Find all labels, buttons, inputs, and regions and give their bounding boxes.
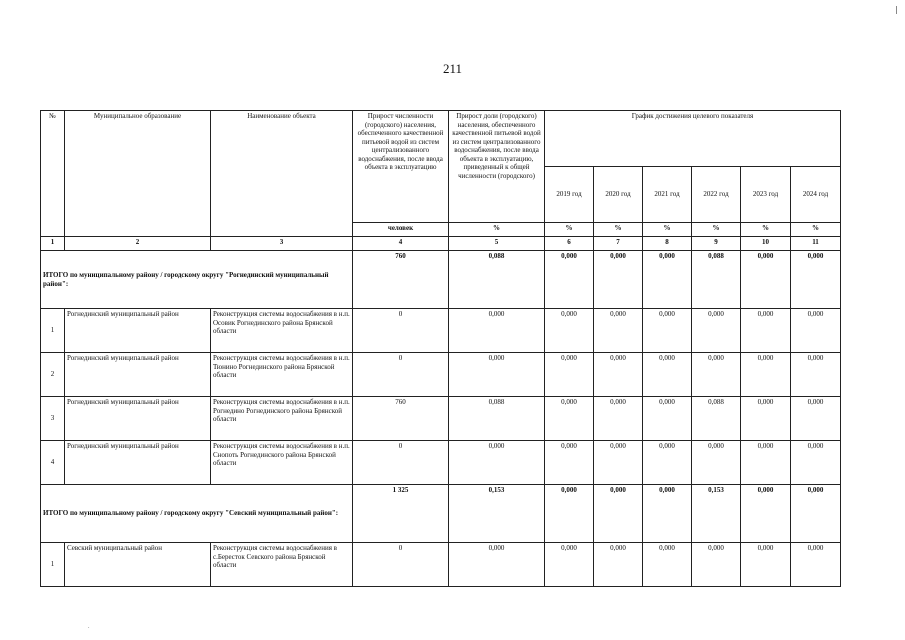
row-object: Реконструкция системы водоснабжения в н.п. Снопоть Рогнединского района Брянской области xyxy=(211,441,353,485)
group-total-year-value: 0,000 xyxy=(594,485,643,543)
row-people: 0 xyxy=(353,543,449,587)
row-share: 0,088 xyxy=(449,397,545,441)
header-schedule: График достижения целевого показателя xyxy=(545,111,841,167)
group-total-year-value: 0,000 xyxy=(741,485,791,543)
column-number: 4 xyxy=(353,237,449,251)
header-row-colnumbers xyxy=(41,237,841,251)
group-total-row xyxy=(41,251,841,309)
column-number: 2 xyxy=(65,237,211,251)
group-total-year-value: 0,000 xyxy=(545,251,594,309)
column-number: 9 xyxy=(692,237,741,251)
row-year-value: 0,000 xyxy=(791,543,841,587)
row-people: 0 xyxy=(353,441,449,485)
column-number: 10 xyxy=(741,237,791,251)
unit-pct-year: % xyxy=(791,223,841,237)
header-pop-growth: Прирост численности (городского) населения, обеспеченного качественной питьевой водой из систем централизованного водоснабжения, после ввода объекта в эксплуатацию xyxy=(353,111,449,223)
group-total-label: ИТОГО по муниципальному району / городскому округу "Рогнединский муниципальный район": xyxy=(41,251,353,309)
header-year: 2019 год xyxy=(545,167,594,223)
column-number: 11 xyxy=(791,237,841,251)
row-municipality: Рогнединский муниципальный район xyxy=(65,309,211,353)
row-municipality: Рогнединский муниципальный район xyxy=(65,441,211,485)
row-people: 760 xyxy=(353,397,449,441)
header-year: 2023 год xyxy=(741,167,791,223)
row-number: 1 xyxy=(41,543,65,587)
row-year-value: 0,000 xyxy=(791,353,841,397)
row-municipality: Севский муниципальный район xyxy=(65,543,211,587)
group-total-year-value: 0,000 xyxy=(594,251,643,309)
group-total-year-value: 0,000 xyxy=(741,251,791,309)
row-year-value: 0,000 xyxy=(791,309,841,353)
column-number: 6 xyxy=(545,237,594,251)
unit-people: человек xyxy=(353,223,449,237)
group-total-year-value: 0,153 xyxy=(692,485,741,543)
row-year-value: 0,000 xyxy=(594,309,643,353)
column-number: 3 xyxy=(211,237,353,251)
column-number: 5 xyxy=(449,237,545,251)
group-total-year-value: 0,000 xyxy=(545,485,594,543)
unit-pct-year: % xyxy=(594,223,643,237)
row-municipality: Рогнединский муниципальный район xyxy=(65,353,211,397)
row-year-value: 0,000 xyxy=(741,353,791,397)
row-year-value: 0,000 xyxy=(545,397,594,441)
row-year-value: 0,000 xyxy=(643,353,692,397)
column-number: 1 xyxy=(41,237,65,251)
group-total-year-value: 0,000 xyxy=(643,485,692,543)
row-share: 0,000 xyxy=(449,441,545,485)
report-table xyxy=(40,110,841,587)
row-number: 3 xyxy=(41,397,65,441)
header-year: 2020 год xyxy=(594,167,643,223)
group-total-share: 0,153 xyxy=(449,485,545,543)
row-year-value: 0,000 xyxy=(545,441,594,485)
header-no: № xyxy=(41,111,65,237)
row-year-value: 0,000 xyxy=(643,397,692,441)
row-year-value: 0,000 xyxy=(594,441,643,485)
column-number: 7 xyxy=(594,237,643,251)
header-year: 2022 год xyxy=(692,167,741,223)
group-total-share: 0,088 xyxy=(449,251,545,309)
row-year-value: 0,000 xyxy=(545,353,594,397)
header-share-growth: Прирост доли (городского) населения, обеспеченного качественной питьевой водой из систем централизованного водоснабжения, после ввода объекта в эксплуатацию, приведенный к общей численности (городского) xyxy=(449,111,545,223)
unit-pct: % xyxy=(449,223,545,237)
row-people: 0 xyxy=(353,353,449,397)
row-year-value: 0,000 xyxy=(741,543,791,587)
group-total-year-value: 0,000 xyxy=(791,485,841,543)
table-row xyxy=(41,543,841,587)
row-year-value: 0,000 xyxy=(643,309,692,353)
scan-artifact: . xyxy=(88,624,90,630)
row-year-value: 0,000 xyxy=(741,309,791,353)
row-object: Реконструкция системы водоснабжения в н.п. Рогнедино Рогнединского района Брянской области xyxy=(211,397,353,441)
row-share: 0,000 xyxy=(449,543,545,587)
row-year-value: 0,000 xyxy=(643,441,692,485)
row-year-value: 0,000 xyxy=(594,353,643,397)
header-row-main xyxy=(41,111,841,167)
row-number: 2 xyxy=(41,353,65,397)
row-object: Реконструкция системы водоснабжения в н.п. Тюнино Рогнединского района Брянской области xyxy=(211,353,353,397)
header-object-name: Наименование объекта xyxy=(211,111,353,237)
row-people: 0 xyxy=(353,309,449,353)
row-year-value: 0,000 xyxy=(692,309,741,353)
row-year-value: 0,000 xyxy=(545,309,594,353)
group-total-year-value: 0,088 xyxy=(692,251,741,309)
row-year-value: 0,000 xyxy=(594,397,643,441)
scan-edge-mark xyxy=(896,6,897,14)
row-year-value: 0,000 xyxy=(545,543,594,587)
header-year: 2021 год xyxy=(643,167,692,223)
unit-pct-year: % xyxy=(692,223,741,237)
row-year-value: 0,000 xyxy=(692,353,741,397)
table-row xyxy=(41,353,841,397)
group-total-year-value: 0,000 xyxy=(791,251,841,309)
table-row xyxy=(41,397,841,441)
unit-pct-year: % xyxy=(643,223,692,237)
row-year-value: 0,000 xyxy=(791,441,841,485)
row-year-value: 0,088 xyxy=(692,397,741,441)
page-number: 211 xyxy=(442,61,463,76)
row-year-value: 0,000 xyxy=(741,397,791,441)
unit-pct-year: % xyxy=(741,223,791,237)
row-year-value: 0,000 xyxy=(643,543,692,587)
row-object: Реконструкция системы водоснабжения в с.Бересток Севского района Брянской области xyxy=(211,543,353,587)
table-row xyxy=(41,441,841,485)
row-year-value: 0,000 xyxy=(791,397,841,441)
group-total-year-value: 0,000 xyxy=(643,251,692,309)
row-year-value: 0,000 xyxy=(741,441,791,485)
group-total-people: 760 xyxy=(353,251,449,309)
row-share: 0,000 xyxy=(449,353,545,397)
row-number: 4 xyxy=(41,441,65,485)
header-municipality: Муниципальное образование xyxy=(65,111,211,237)
group-total-row xyxy=(41,485,841,543)
header-year: 2024 год xyxy=(791,167,841,223)
row-municipality: Рогнединский муниципальный район xyxy=(65,397,211,441)
group-total-label: ИТОГО по муниципальному району / городскому округу "Севский муниципальный район": xyxy=(41,485,353,543)
table-row xyxy=(41,309,841,353)
row-year-value: 0,000 xyxy=(594,543,643,587)
row-share: 0,000 xyxy=(449,309,545,353)
row-year-value: 0,000 xyxy=(692,543,741,587)
row-number: 1 xyxy=(41,309,65,353)
unit-pct-year: % xyxy=(545,223,594,237)
group-total-people: 1 325 xyxy=(353,485,449,543)
row-object: Реконструкция системы водоснабжения в н.п. Осовик Рогнединского района Брянской области xyxy=(211,309,353,353)
column-number: 8 xyxy=(643,237,692,251)
row-year-value: 0,000 xyxy=(692,441,741,485)
